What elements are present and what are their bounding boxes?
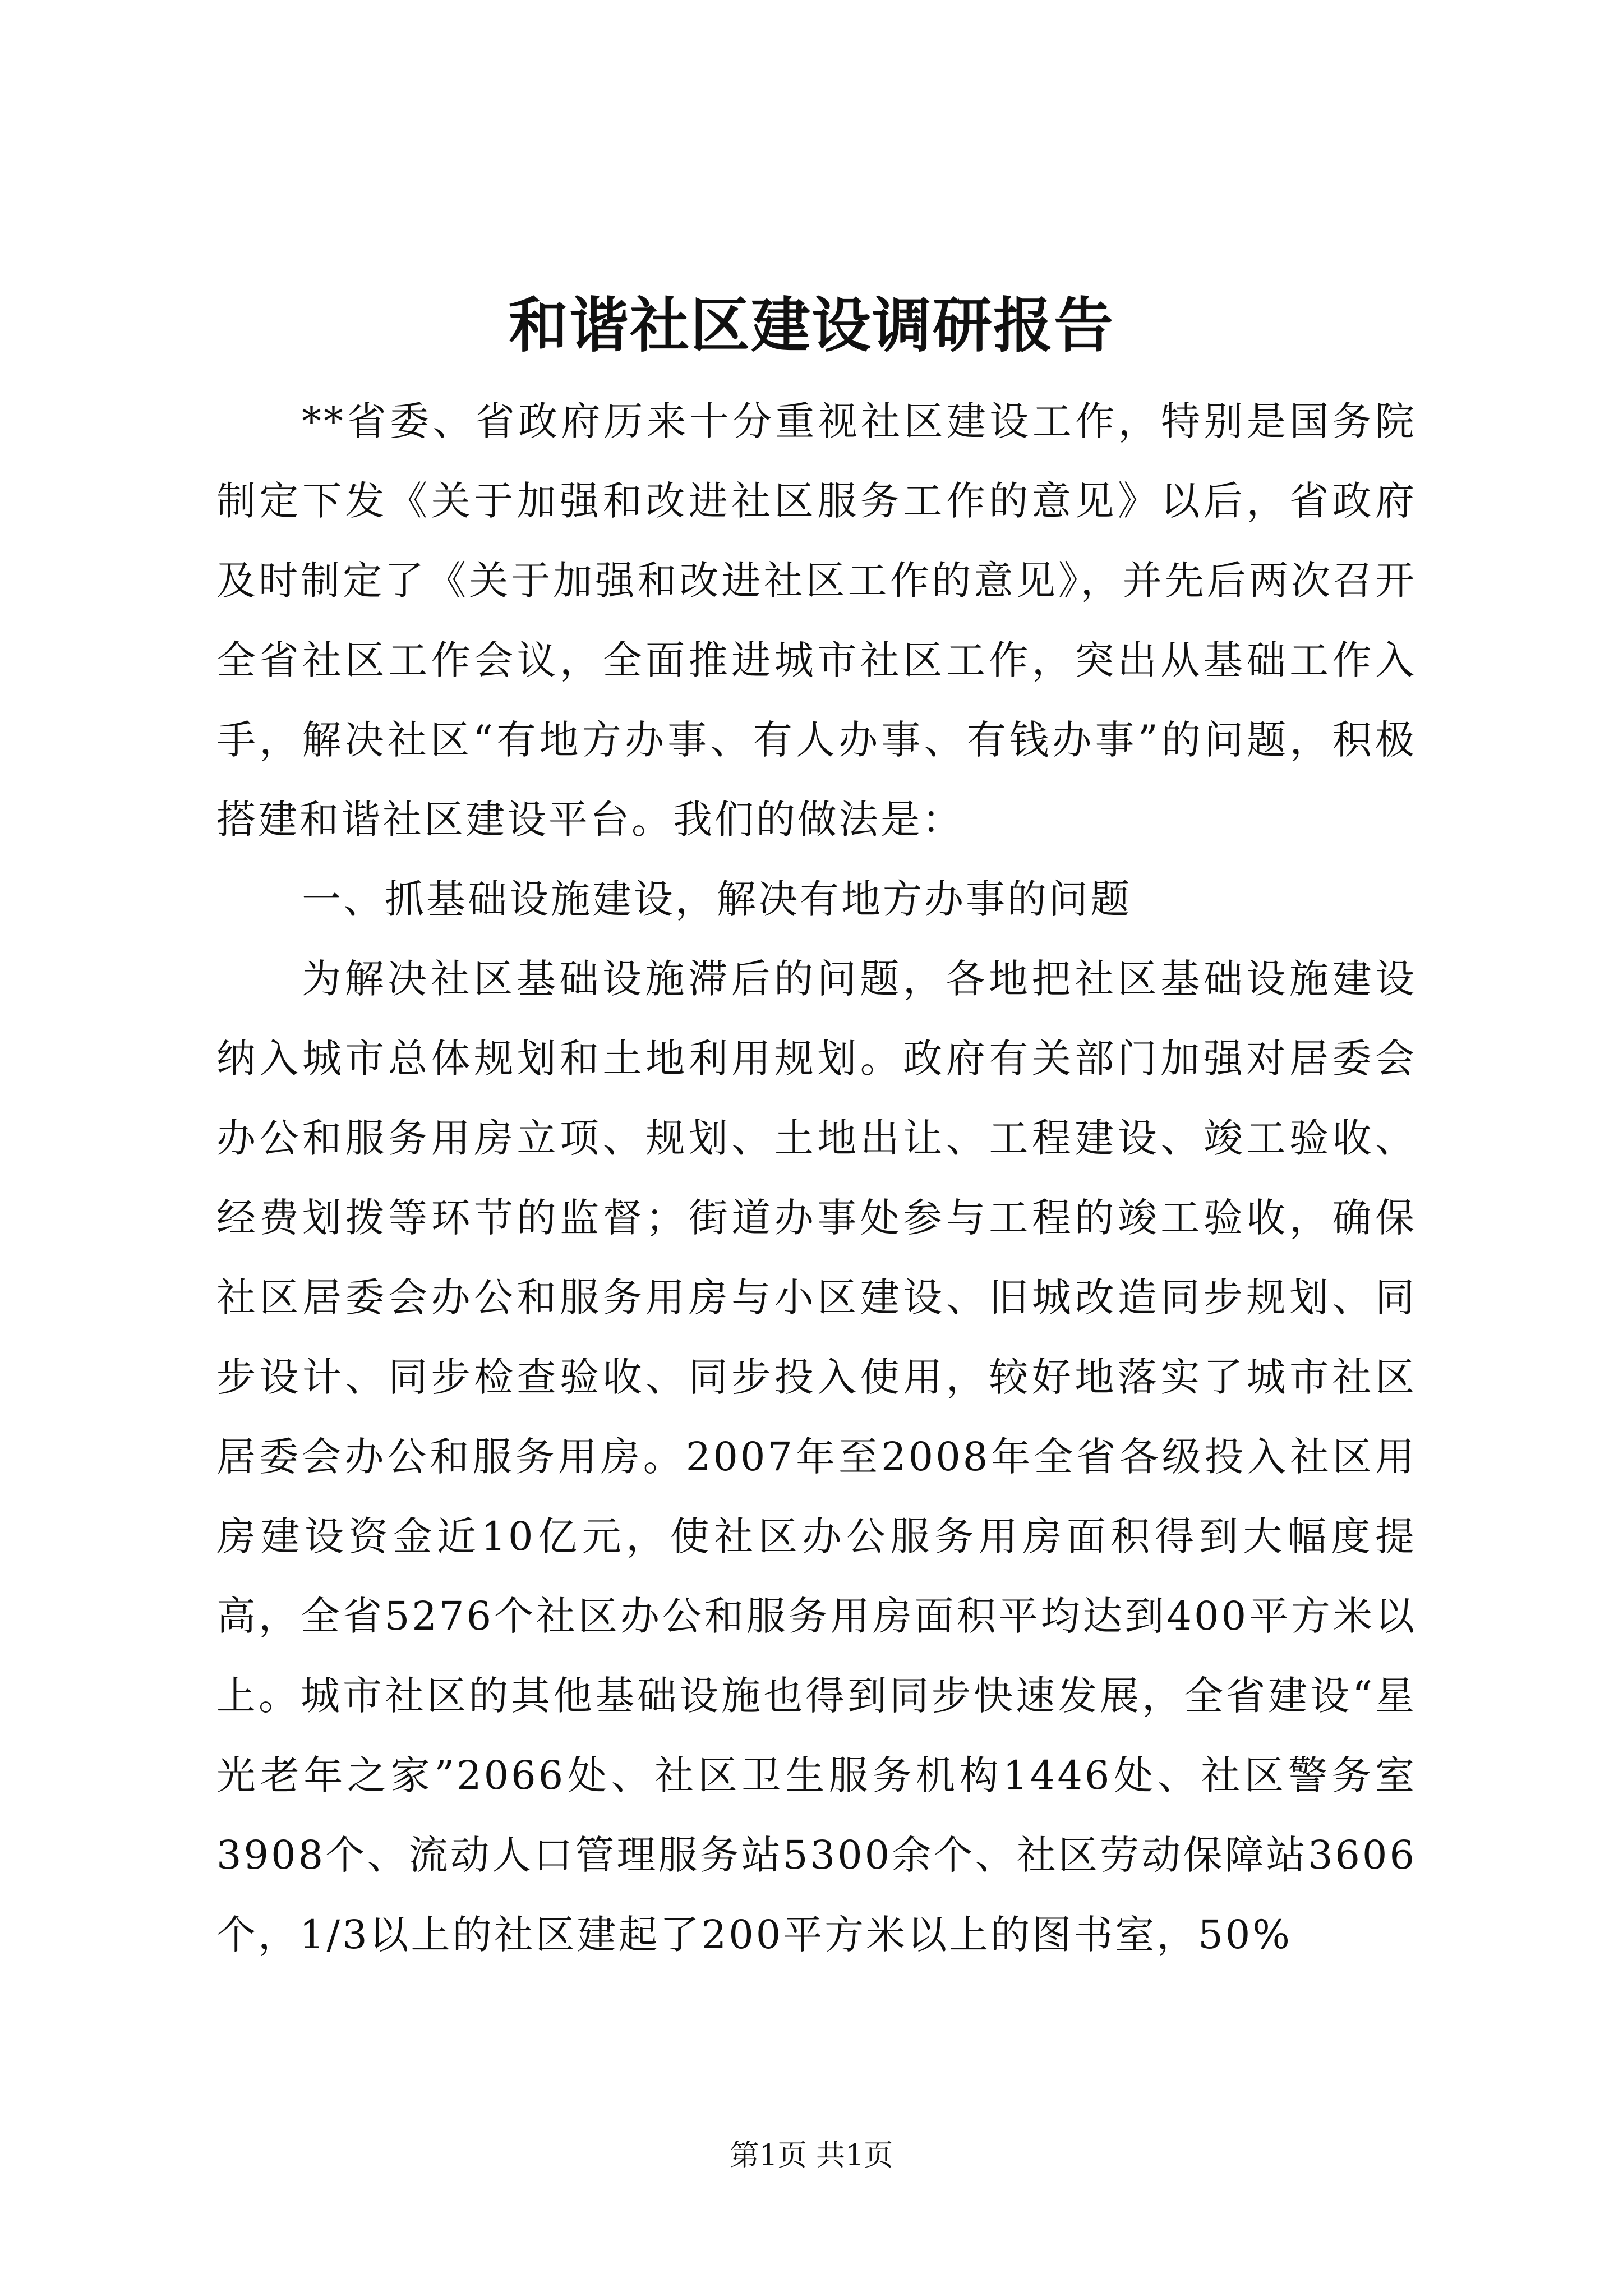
document-body [216, 381, 1417, 1975]
paragraph-section-1: 为解决社区基础设施滞后的问题，各地把社区基础设施建设纳入城市总体规划和土地利用规划。政府有关部门加强对居委会办公和服务用房立项、规划、土地出让、工程建设、竣工验收、经费划拨等环节的监督；街道办事处参与工程的竣工验收，确保社区居委会办公和服务用房与小区建设、旧城改造同步规划、同步设计、同步检查验收、同步投入使用，较好地落实了城市社区居委会办公和服务用房。2007年至2008年全省各级投入社区用房建设资金近10亿元，使社区办公服务用房面积得到大幅度提高，全省5276个社区办公和服务用房面积平均达到400平方米以上。城市社区的其他基础设施也得到同步快速发展，全省建设“星光老年之家”2066处、社区卫生服务机构1446处、社区警务室3908个、流动人口管理服务站5300余个、社区劳动保障站3606个，1/3以上的社区建起了200平方米以上的图书室，50% [216, 956, 1417, 1958]
section-heading-1: 一、抓基础设施建设，解决有地方办事的问题 [302, 876, 1132, 922]
document-title: 和谐社区建设调研报告 [509, 290, 1114, 360]
page-footer: 第1页 共1页 [730, 2139, 893, 2173]
paragraph-intro: **省委、省政府历来十分重视社区建设工作，特别是国务院制定下发《关于加强和改进社区服务工作的意见》以后，省政府及时制定了《关于加强和改进社区工作的意见》，并先后两次召开全省社区工作会议，全面推进城市社区工作，突出从基础工作入手，解决社区“有地方办事、有人办事、有钱办事”的问题，积极搭建和谐社区建设平台。我们的做法是： [216, 398, 1417, 843]
